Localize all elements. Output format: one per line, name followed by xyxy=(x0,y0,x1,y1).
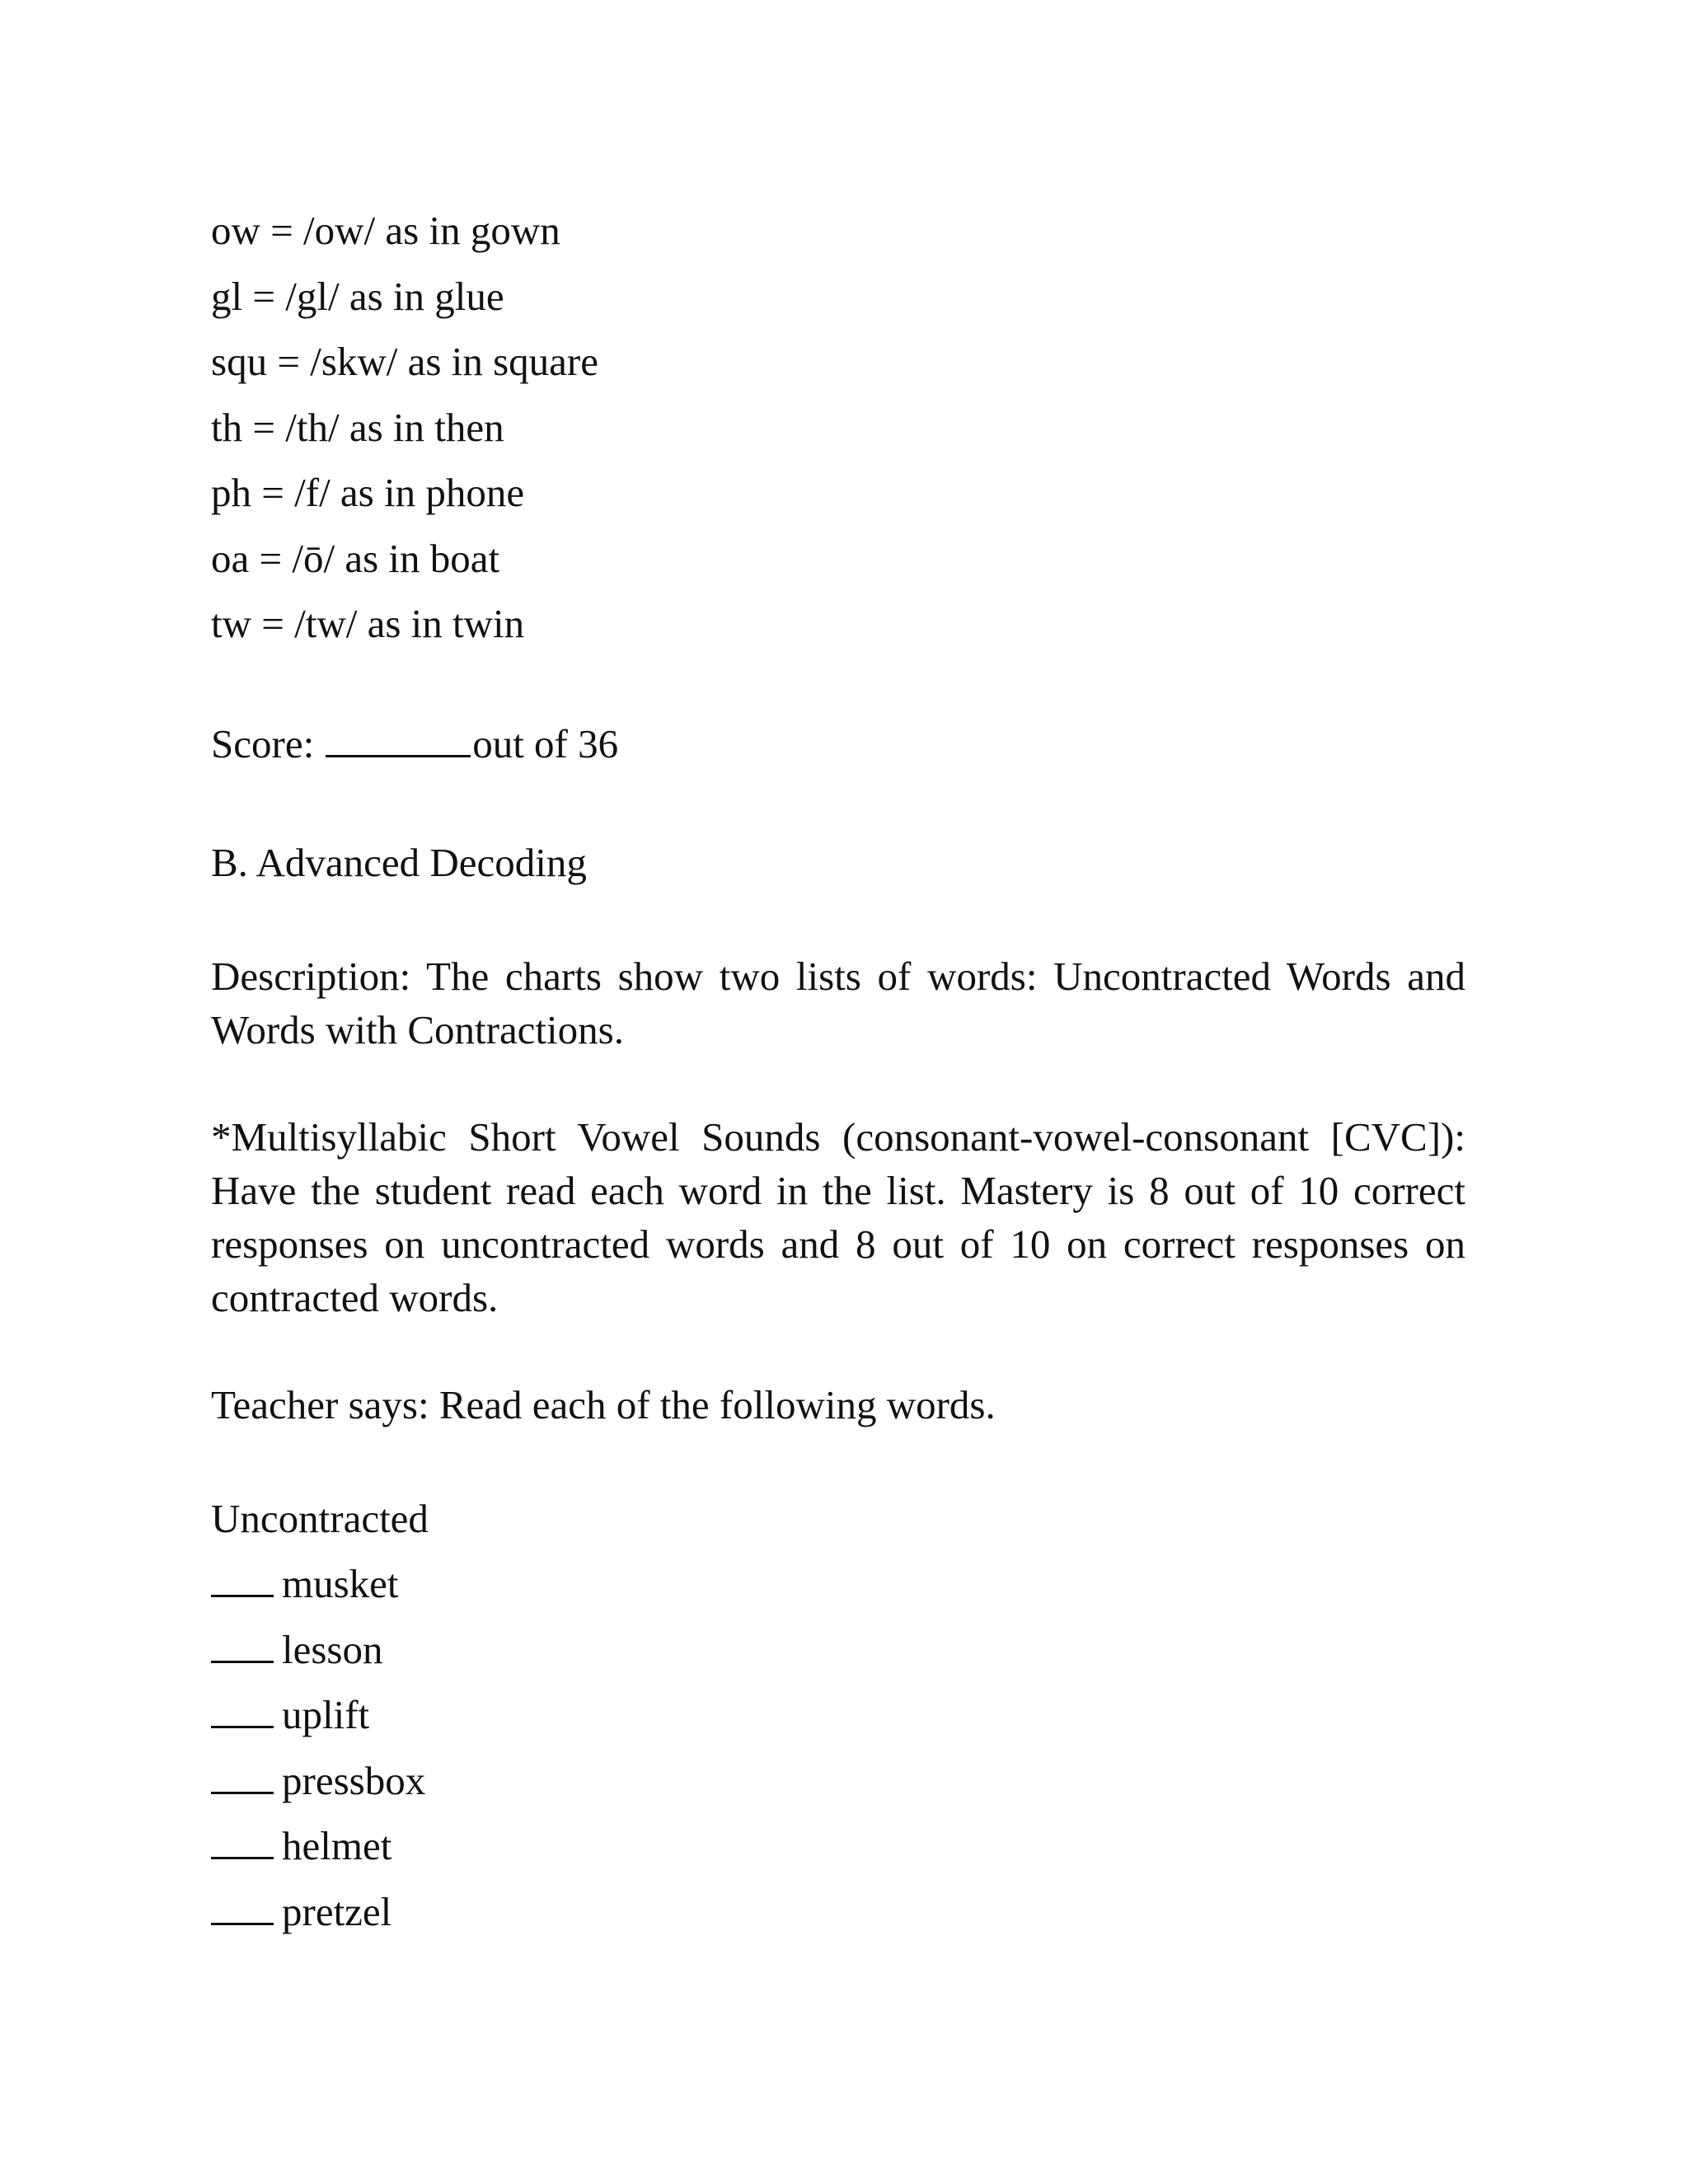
section-heading: B. Advanced Decoding xyxy=(211,840,587,885)
answer-blank xyxy=(211,1759,274,1794)
uncontracted-heading: Uncontracted xyxy=(211,1495,429,1541)
word-label: uplift xyxy=(282,1692,370,1737)
answer-blank xyxy=(211,1628,274,1663)
word-row xyxy=(211,1551,1465,1617)
phonics-item: ow = /ow/ as in gown xyxy=(211,208,560,253)
word-row xyxy=(211,1682,1465,1748)
answer-blank xyxy=(211,1824,274,1859)
phonics-item: ph = /f/ as in phone xyxy=(211,470,525,515)
word-label: helmet xyxy=(282,1823,392,1868)
phonics-item: th = /th/ as in then xyxy=(211,404,504,450)
word-label: lesson xyxy=(282,1626,383,1672)
phonics-item: tw = /tw/ as in twin xyxy=(211,601,525,646)
document-page xyxy=(211,198,1465,1944)
teacher-says-paragraph: Teacher says: Read each of the following words. xyxy=(211,1381,996,1427)
phonics-item: oa = /ō/ as in boat xyxy=(211,535,500,581)
answer-blank xyxy=(211,1693,274,1728)
answer-blank xyxy=(211,1890,274,1925)
score-line xyxy=(211,711,1465,777)
word-label: musket xyxy=(282,1561,399,1606)
word-label: pretzel xyxy=(282,1888,392,1934)
instructions-paragraph: *Multisyllabic Short Vowel Sounds (consonant-vowel-consonant [CVC]): Have the student read each word in the list. Mastery is 8 out of 10 correct responses on uncontracted words and 8 out of 10 on correct responses on contracted words. xyxy=(211,1113,1465,1320)
score-label: Score: xyxy=(211,720,315,766)
word-row xyxy=(211,1748,1465,1814)
word-row xyxy=(211,1879,1465,1945)
phonics-item: squ = /skw/ as in square xyxy=(211,339,598,384)
word-row xyxy=(211,1813,1465,1879)
score-blank xyxy=(326,722,471,757)
answer-blank xyxy=(211,1562,274,1597)
description-paragraph: Description: The charts show two lists of words: Uncontracted Words and Words with Contractions. xyxy=(211,953,1465,1052)
word-row xyxy=(211,1617,1465,1683)
word-label: pressbox xyxy=(282,1757,426,1803)
score-suffix: out of 36 xyxy=(472,720,619,766)
phonics-item: gl = /gl/ as in glue xyxy=(211,273,504,319)
